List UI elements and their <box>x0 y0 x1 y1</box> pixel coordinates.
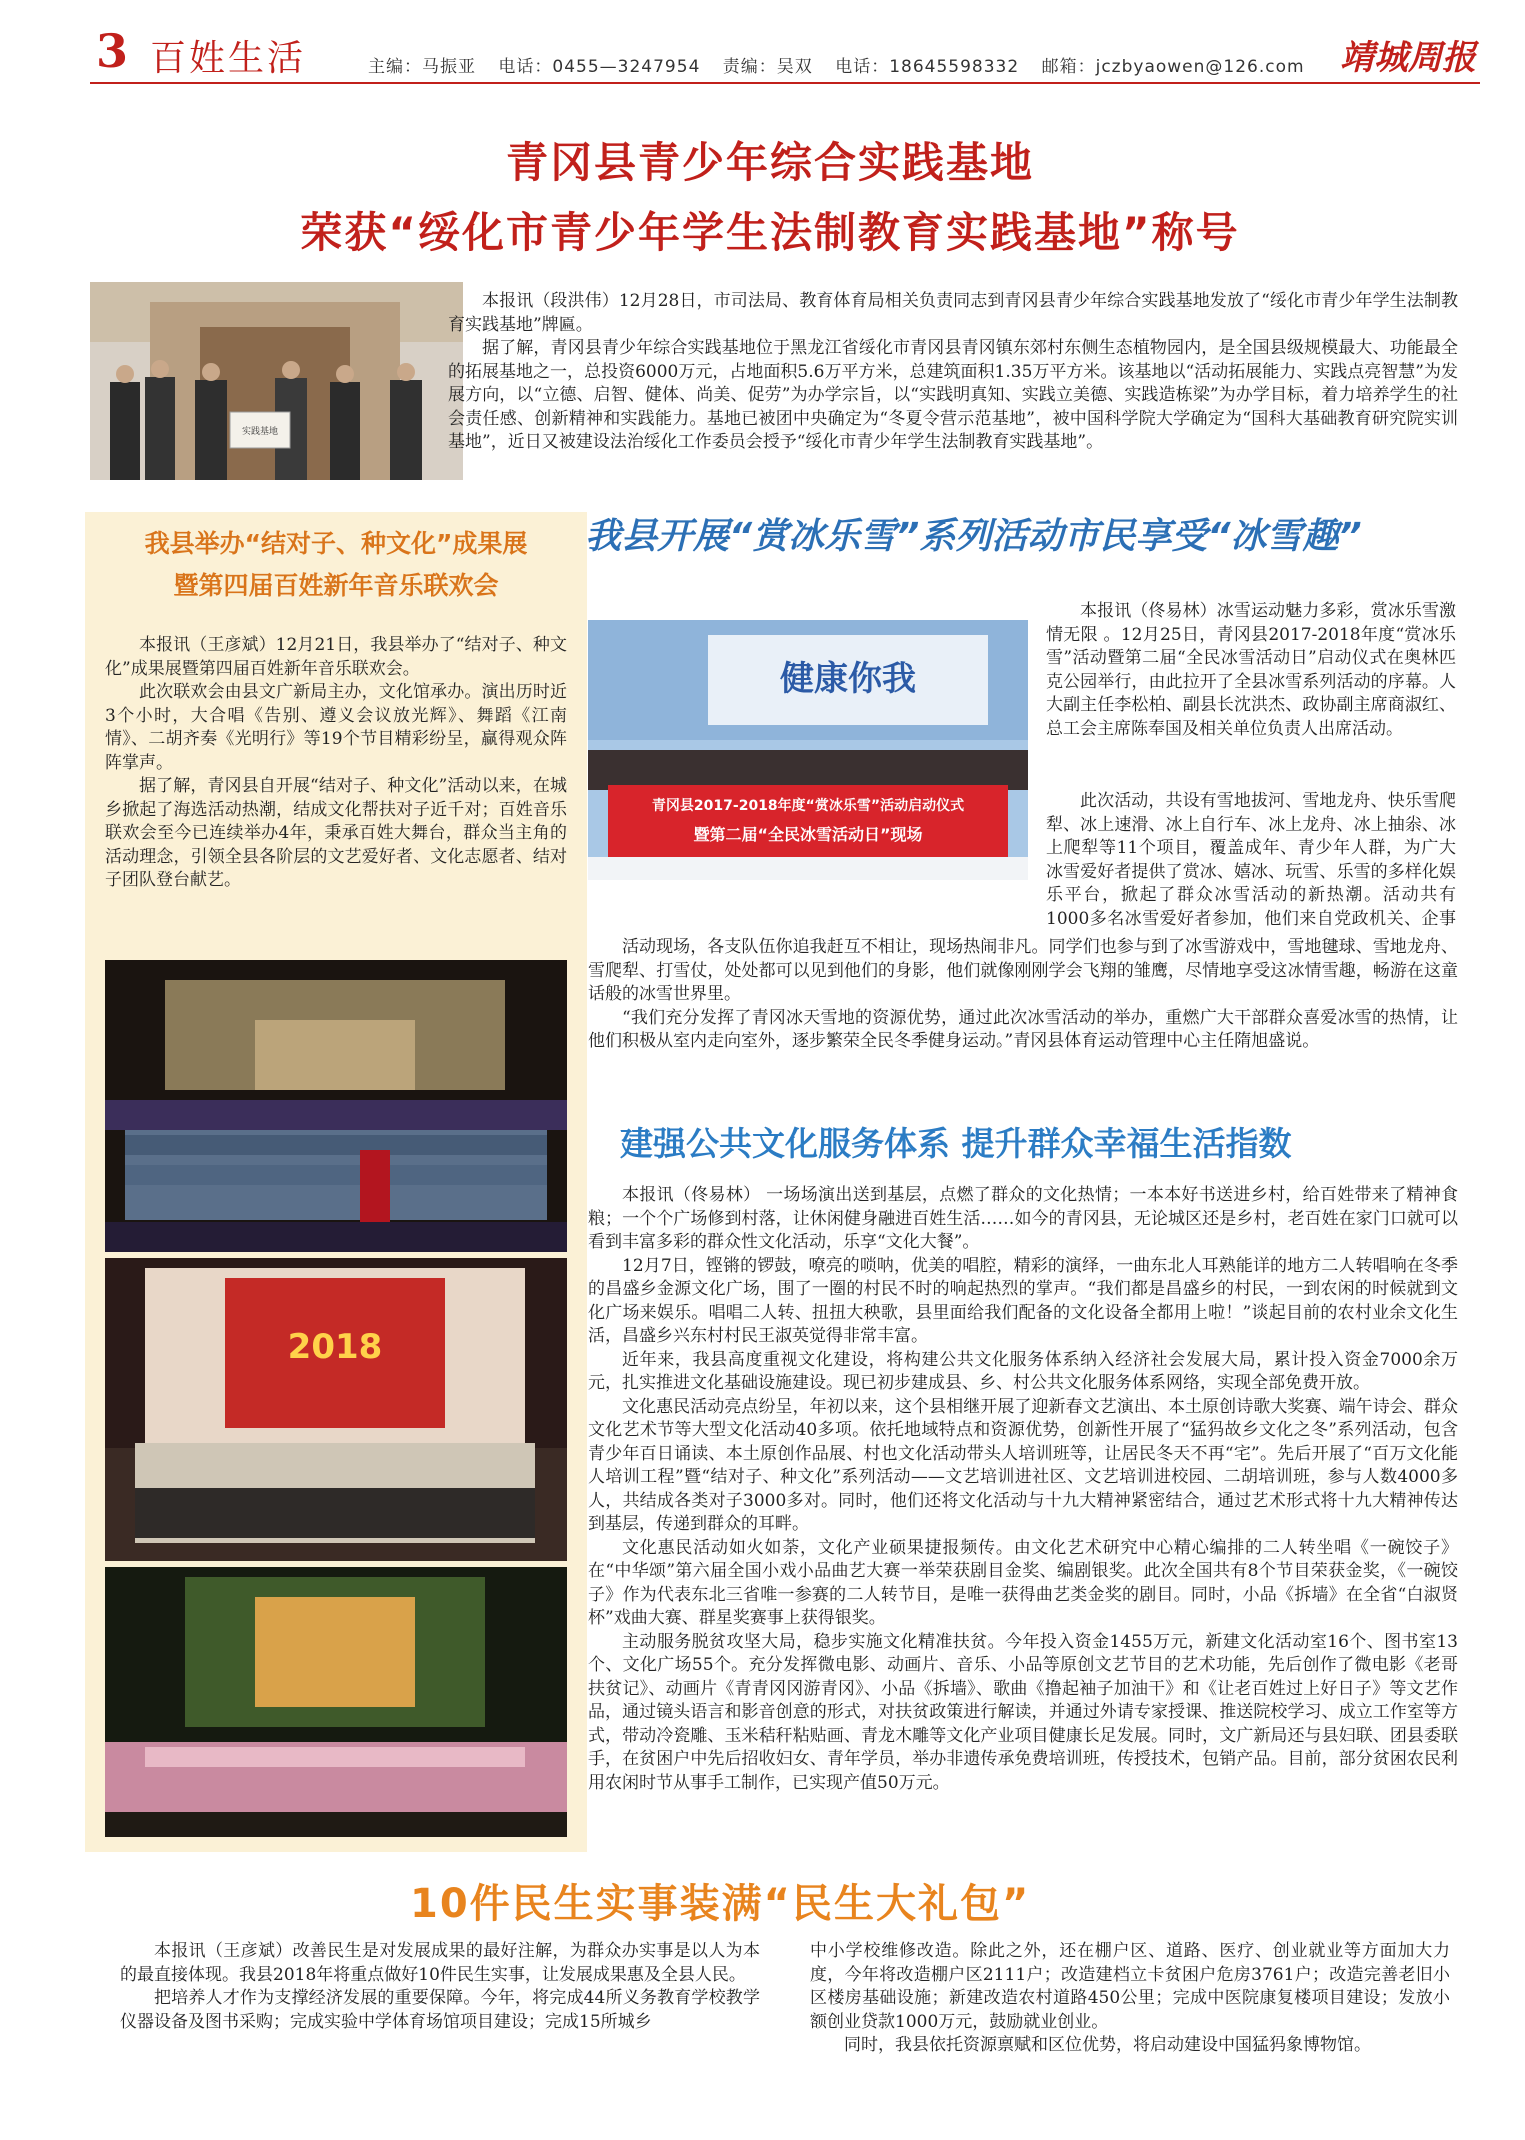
article4-title: 建强公共文化服务体系 提升群众幸福生活指数 <box>620 1124 1292 1163</box>
ice-snow-ceremony-photo <box>588 620 1028 880</box>
article2-title-line1: 我县举办“结对子、种文化”成果展 <box>144 529 528 558</box>
article5-body-left <box>120 1940 760 2034</box>
paragraph: 文化惠民活动如火如荼，文化产业硕果捷报频传。由文化艺术研究中心精心编排的二人转坐唱《一碗饺子》在“中华颂”第六届全国小戏小品曲艺大赛一举荣获剧目金奖、编剧银奖。此次全国共有8个节目荣获金奖，《一碗饺子》作为代表东北三省唯一参赛的二人转节目，是唯一获得曲艺类金奖的剧目。同时，小品《拆墙》在全省“白淑贤杯”戏曲大赛、群星奖赛事上获得银奖。 <box>588 1537 1458 1628</box>
sign-text: 健康你我 <box>780 659 916 699</box>
banner-line1: 青冈县2017-2018年度“赏冰乐雪”活动启动仪式 <box>651 798 965 814</box>
paragraph: 本报讯（王彦斌）12月21日，我县举办了“结对子、种文化”成果展暨第四届百姓新年音乐联欢会。 <box>105 635 567 679</box>
article1-title-line1: 青冈县青少年综合实践基地 <box>505 138 1034 187</box>
paragraph: 把培养人才作为支撑经济发展的重要保障。今年，将完成44所义务教育学校教学仪器设备及图书采购；完成实验中学体育场馆项目建设；完成15所城乡 <box>120 1988 760 2032</box>
article1-title-line2: 荣获“绥化市青少年学生法制教育实践基地”称号 <box>300 208 1240 257</box>
paragraph: 文化惠民活动亮点纷呈，年初以来，这个县相继开展了迎新春文艺演出、本土原创诗歌大奖赛、端午诗会、群众文化艺术节等大型文化活动40多项。依托地域特点和资源优势，创新性开展了“猛犸故乡文化之冬”系列活动，包含青少年百日诵读、本土原创作品展、村也文化活动带头人培训班等，让居民冬天不再“宅”。先后开展了“百万文化能人培训工程”暨“结对子、种文化”系列活动——文艺培训进社区、文艺培训进校园、二胡培训班，参与人数4000多人，共结成各类对子3000多对。同时，他们还将文化活动与十九大精神紧密结合，通过艺术形式将十九大精神传达到基层，传递到群众的耳畔。 <box>588 1396 1458 1534</box>
paragraph: 本报讯（王彦斌）改善民生是对发展成果的最好注解，为群众办实事是以人为本的最直接体现。我县2018年将重点做好10件民生实事，让发展成果惠及全县人民。 <box>120 1941 760 1985</box>
stage-banner-text: 2018 <box>287 1327 383 1367</box>
editor-duty: 责编：吴双 <box>722 57 813 77</box>
masthead-logo: 靖城周报 <box>1340 38 1476 78</box>
page-number: 3 <box>96 24 129 78</box>
paragraph: 据了解，青冈县自开展“结对子、种文化”活动以来，在城乡掀起了海选活动热潮，结成文化帮扶对子近千对；百姓音乐联欢会至今已连续举办4年，秉承百姓大舞台，群众当主角的活动理念，引领全县各阶层的文艺爱好者、文化志愿者、结对子团队登台献艺。 <box>105 776 567 890</box>
paragraph: 本报讯（佟易林）冰雪运动魅力多彩，赏冰乐雪激情无限 。12月25日，青冈县2017-2018年度“赏冰乐雪”活动暨第二届“全民冰雪活动日”启动仪式在奥林匹克公园举行，由此拉开了全县冰雪系列活动的序幕。人大副主任李松柏、副县长沈洪杰、政协副主席商淑红、总工会主席陈奉国及相关单位负责人出席活动。 <box>1046 601 1456 739</box>
erhu-performance-photo <box>105 1258 567 1561</box>
paragraph: 同时，我县依托资源禀赋和区位优势，将启动建设中国猛犸象博物馆。 <box>844 2035 1371 2055</box>
banner-line2: 暨第二届“全民冰雪活动日”现场 <box>693 825 923 844</box>
choir-stage-photo <box>105 960 567 1252</box>
page-header <box>0 0 1525 78</box>
paragraph: 12月7日，铿锵的锣鼓，嘹亮的唢呐，优美的唱腔，精彩的演绎，一曲东北人耳熟能详的地方二人转唱响在冬季的昌盛乡金源文化广场，围了一圈的村民不时的响起热烈的掌声。“我们都是昌盛乡的村民，一到农闲的时候就到文化广场来娱乐。唱唱二人转、扭扭大秧歌，县里面给我们配备的文化设备全都用上啦！”谈起目前的农村业余文化生活，昌盛乡兴东村村民王淑英觉得非常丰富。 <box>588 1255 1458 1346</box>
fan-dance-photo <box>105 1567 567 1837</box>
paragraph: 本报讯（佟易林） 一场场演出送到基层，点燃了群众的文化热情；一本本好书送进乡村，给百姓带来了精神食粮；一个个广场修到村落，让休闲健身融进百姓生活……如今的青冈县，无论城区还是乡村，老百姓在家门口就可以看到丰富多彩的群众性文化活动，乐享“文化大餐”。 <box>588 1185 1458 1252</box>
article5-body-right <box>810 1940 1450 2058</box>
editor-info <box>368 52 1321 77</box>
article1-body <box>448 290 1458 455</box>
article3-title: 我县开展“赏冰乐雪”系列活动市民享受“冰雪趣” <box>585 516 1362 557</box>
article2-body <box>105 634 567 893</box>
section-name: 百姓生活 <box>150 38 307 79</box>
article3-body-mid <box>1046 790 1456 930</box>
paragraph: “我们充分发挥了青冈冰天雪地的资源优势，通过此次冰雪活动的举办，重燃广大干部群众喜爱冰雪的热情，让他们积极从室内走向室外，逐步繁荣全民冬季健身运动。”青冈县体育运动管理中心主任隋旭盛说。 <box>588 1007 1458 1051</box>
article5-title: 10件民生实事装满“民生大礼包” <box>410 1881 1031 1927</box>
plaque-text: 实践基地 <box>241 427 279 437</box>
paragraph: 中小学校维修改造。除此之外，还在棚户区、道路、医疗、创业就业等方面加大力度，今年将改造棚户区2111户；改造建档立卡贫困户危房3761户；改造完善老旧小区楼房基础设施；新建改造农村道路450公里；完成中医院康复楼项目建设；发放小额创业贷款1000万元，鼓励就业创业。 <box>810 1941 1450 2032</box>
editor-main: 主编：马振亚 <box>368 57 476 77</box>
paragraph: 近年来，我县高度重视文化建设，将构建公共文化服务体系纳入经济社会发展大局，累计投入资金7000余万元，扎实推进文化基础设施建设。现已初步建成县、乡、村公共文化服务体系网络，实现全部免费开放。 <box>588 1349 1458 1393</box>
plaque-ceremony-photo <box>90 282 463 480</box>
paragraph: 活动现场，各支队伍你追我赶互不相让，现场热闹非凡。同学们也参与到了冰雪游戏中，雪地毽球、雪地龙舟、雪爬犁、打雪仗，处处都可以见到他们的身影，他们就像刚刚学会飞翔的雏鹰，尽情地享受这冰情雪趣，畅游在这童话般的冰雪世界里。 <box>588 937 1458 1004</box>
phone-duty: 电话：18645598332 <box>835 57 1020 77</box>
paragraph: 本报讯（段洪伟）12月28日，市司法局、教育体育局相关负责同志到青冈县青少年综合实践基地发放了“绥化市青少年学生法制教育实践基地”牌匾。 <box>448 291 1458 335</box>
paragraph: 据了解，青冈县青少年综合实践基地位于黑龙江省绥化市青冈县青冈镇东郊村东侧生态植物园内，是全国县级规模最大、功能最全的拓展基地之一，总投资6000万元，占地面积5.6万平方米，总建筑面积1.35万平方米。该基地以“活动拓展能力、实践点亮智慧”为发展方向，以“立德、启智、健体、尚美、促劳”为办学宗旨，以“实践明真知、实践立美德、实践造栋梁”为办学目标，着力培养学生的社会责任感、创新精神和实践能力。基地已被团中央确定为“冬夏令营示范基地”，被中国科学院大学确定为“国科大基础教育研究院实训基地”，近日又被建设法治绥化工作委员会授予“绥化市青少年学生法制教育实践基地”。 <box>448 338 1458 452</box>
paragraph: 此次活动，共设有雪地拔河、雪地龙舟、快乐雪爬犁、冰上速滑、冰上自行车、冰上龙舟、冰上抽尜、冰上爬犁等11个项目，覆盖成年、青少年人群，为广大冰雪爱好者提供了赏冰、嬉冰、玩雪、乐雪的多样化娱乐平台，掀起了群众冰雪活动的新热潮。活动共有1000多名冰雪爱好者参加，他们来自党政机关、企事 <box>1046 791 1456 929</box>
article2-title-line2: 暨第四届百姓新年音乐联欢会 <box>173 571 499 600</box>
article4-body <box>588 1184 1458 1795</box>
header-rule <box>90 82 1480 84</box>
article3-body-top <box>1046 600 1456 741</box>
paragraph: 主动服务脱贫攻坚大局，稳步实施文化精准扶贫。今年投入资金1455万元，新建文化活动室16个、图书室13个、文化广场55个。充分发挥微电影、动画片、音乐、小品等原创文艺节目的艺术功能，先后创作了微电影《老哥扶贫记》、动画片《青青冈冈游青冈》、小品《拆墙》、歌曲《撸起袖子加油干》和《让老百姓过上好日子》等文艺作品，通过镜头语言和影音创意的形式，对扶贫政策进行解读，并通过外请专家授课、推送院校学习、成立工作室等方式，带动冷瓷雕、玉米秸秆粘贴画、青龙木雕等文化产业项目健康长足发展。同时，文广新局还与县妇联、团县委联手，在贫困户中先后招收妇女、青年学员，举办非遗传承免费培训班，传授技术，包销产品。目前，部分贫困农民利用农闲时节从事手工制作，已实现产值50万元。 <box>588 1631 1458 1793</box>
paragraph: 此次联欢会由县文广新局主办，文化馆承办。演出历时近3个小时，大合唱《告别、遵义会议放光辉》、舞蹈《江南情》、二胡齐奏《光明行》等19个节目精彩纷呈，赢得观众阵阵掌声。 <box>105 682 567 773</box>
email: 邮箱：jczbyaowen@126.com <box>1041 57 1305 77</box>
phone-main: 电话：0455—3247954 <box>498 57 701 77</box>
article3-body-bottom <box>588 936 1458 1054</box>
